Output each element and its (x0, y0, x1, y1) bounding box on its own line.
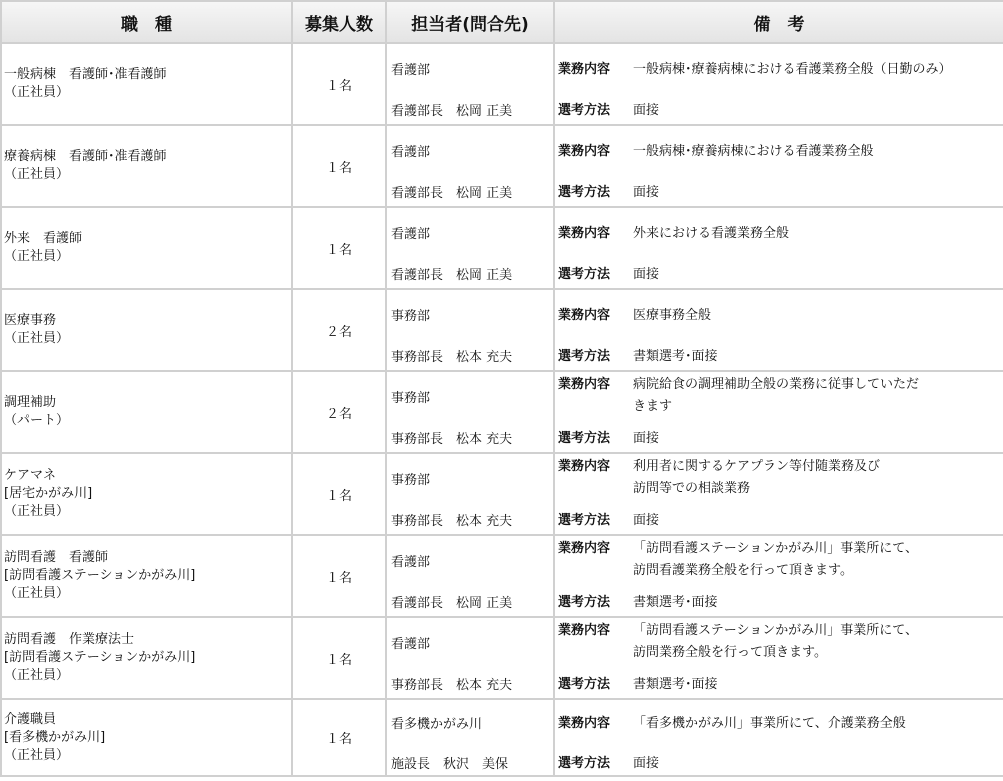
job-title-line: （正社員） (4, 586, 70, 601)
job-title-line: 訪問看護 看護師 (4, 550, 109, 565)
selection-label: 選考方法 (558, 513, 611, 528)
contact-person: 事務部長 松本 充夫 (391, 514, 513, 529)
contact-cell (386, 43, 554, 125)
selection-method (558, 100, 659, 122)
duty-description (558, 305, 999, 327)
selection-method (558, 428, 659, 450)
openings-count: １名 (292, 535, 386, 617)
duty-text-line: 訪問業務全般を行って頂きます。 (633, 645, 827, 660)
duty-text-line: 外来における看護業務全般 (633, 226, 790, 241)
openings-count: ２名 (292, 289, 386, 371)
selection-method (558, 182, 659, 204)
remarks-cell (554, 371, 1003, 453)
remarks-cell (554, 535, 1003, 617)
job-title-line: （正社員） (4, 85, 70, 100)
contact-cell (386, 453, 554, 535)
selection-method (558, 674, 718, 696)
table-row (1, 43, 1003, 125)
openings-count: ２名 (292, 371, 386, 453)
selection-method (558, 264, 659, 286)
duty-text (633, 374, 919, 418)
duty-description (558, 374, 999, 418)
duty-description (558, 713, 999, 735)
remarks-cell (554, 207, 1003, 289)
job-title-cell (1, 699, 292, 776)
contact-cell (386, 125, 554, 207)
contact-cell (386, 699, 554, 776)
job-title-cell (1, 535, 292, 617)
contact-person: 看護部長 松岡 正美 (391, 186, 513, 201)
job-title-cell (1, 125, 292, 207)
job-title-line: 訪問看護 作業療法士 (4, 632, 135, 647)
job-title-line: [看多機かがみ川] (4, 729, 106, 745)
contact-department: 事務部 (391, 473, 431, 488)
contact-department: 看護部 (391, 63, 431, 78)
job-title-line: ケアマネ (4, 468, 57, 483)
remarks-cell (554, 453, 1003, 535)
header-contact: 担当者(問合先) (386, 1, 554, 43)
selection-label: 選考方法 (558, 185, 611, 200)
table-row (1, 535, 1003, 617)
header-job: 職 種 (1, 1, 292, 43)
selection-text: 面接 (633, 431, 660, 446)
job-title-cell (1, 43, 292, 125)
contact-person: 看護部長 松岡 正美 (391, 104, 513, 119)
selection-text: 書類選考･面接 (633, 677, 718, 692)
contact-department: 看護部 (391, 637, 431, 652)
selection-label: 選考方法 (558, 595, 611, 610)
openings-count: １名 (292, 207, 386, 289)
job-title-line: （正社員） (4, 504, 70, 519)
contact-department: 看多機かがみ川 (391, 717, 483, 732)
contact-person: 施設長 秋沢 美保 (391, 757, 509, 772)
job-title-cell (1, 453, 292, 535)
job-title-line: （正社員） (4, 668, 70, 683)
openings-count: １名 (292, 699, 386, 776)
duty-label: 業務内容 (558, 226, 611, 241)
duty-label: 業務内容 (558, 144, 611, 159)
selection-text: 面接 (633, 103, 660, 118)
selection-method (558, 346, 718, 368)
duty-text (633, 223, 789, 245)
duty-text-line: 一般病棟･療養病棟における看護業務全般（日勤のみ） (633, 62, 952, 77)
job-title-cell (1, 289, 292, 371)
table-row (1, 617, 1003, 699)
duty-text (633, 141, 874, 163)
openings-count: １名 (292, 453, 386, 535)
selection-text: 面接 (633, 756, 660, 771)
duty-text (633, 305, 711, 327)
job-title-line: [訪問看護ステーションかがみ川] (4, 650, 196, 665)
duty-label: 業務内容 (558, 623, 611, 638)
selection-text: 書類選考･面接 (633, 349, 718, 364)
job-title-line: （パート） (4, 413, 70, 428)
table-row (1, 207, 1003, 289)
duty-text-line: 訪問看護業務全般を行って頂きます。 (633, 563, 853, 578)
duty-description (558, 456, 999, 500)
duty-text-line: 病院給食の調理補助全般の業務に従事していただ (633, 377, 920, 392)
contact-cell (386, 535, 554, 617)
contact-person: 事務部長 松本 充夫 (391, 432, 513, 447)
duty-text (633, 538, 918, 582)
job-title-cell (1, 617, 292, 699)
job-title-line: （正社員） (4, 747, 70, 763)
contact-cell (386, 617, 554, 699)
duty-label: 業務内容 (558, 62, 611, 77)
selection-text: 書類選考･面接 (633, 595, 718, 610)
duty-text (633, 456, 880, 500)
selection-label: 選考方法 (558, 103, 611, 118)
job-title-line: 医療事務 (4, 313, 57, 328)
duty-text-line: 「訪問看護ステーションかがみ川」事業所にて、 (633, 541, 918, 556)
job-title-line: [訪問看護ステーションかがみ川] (4, 568, 196, 583)
openings-count: １名 (292, 617, 386, 699)
duty-label: 業務内容 (558, 377, 611, 392)
table-row (1, 125, 1003, 207)
selection-label: 選考方法 (558, 267, 611, 282)
duty-text-line: 訪問等での相談業務 (633, 481, 751, 496)
duty-description (558, 59, 999, 81)
job-title-line: 介護職員 (4, 711, 57, 727)
duty-label: 業務内容 (558, 541, 611, 556)
duty-text-line: 「看多機かがみ川」事業所にて、介護業務全般 (633, 716, 906, 731)
contact-person: 事務部長 松本 充夫 (391, 678, 513, 693)
job-title-cell (1, 371, 292, 453)
selection-label: 選考方法 (558, 349, 611, 364)
contact-cell (386, 207, 554, 289)
openings-count: １名 (292, 125, 386, 207)
remarks-cell (554, 289, 1003, 371)
duty-label: 業務内容 (558, 459, 611, 474)
job-title-line: （正社員） (4, 167, 70, 182)
remarks-cell (554, 699, 1003, 776)
contact-department: 看護部 (391, 555, 431, 570)
duty-text-line: 利用者に関するケアプラン等付随業務及び (633, 459, 881, 474)
contact-department: 事務部 (391, 309, 431, 324)
contact-person: 看護部長 松岡 正美 (391, 596, 513, 611)
duty-label: 業務内容 (558, 308, 611, 323)
remarks-cell (554, 43, 1003, 125)
table-row (1, 289, 1003, 371)
selection-text: 面接 (633, 267, 660, 282)
contact-cell (386, 289, 554, 371)
job-title-line: （正社員） (4, 249, 70, 264)
selection-method (558, 592, 718, 614)
contact-department: 看護部 (391, 227, 431, 242)
contact-cell (386, 371, 554, 453)
selection-method (558, 753, 659, 775)
job-title-cell (1, 207, 292, 289)
job-title-line: 一般病棟 看護師･准看護師 (4, 67, 167, 82)
duty-text-line: きます (633, 399, 673, 414)
table-row (1, 371, 1003, 453)
selection-label: 選考方法 (558, 756, 611, 771)
selection-label: 選考方法 (558, 431, 611, 446)
duty-text-line: 医療事務全般 (633, 308, 712, 323)
table-row (1, 699, 1003, 776)
duty-text (633, 620, 918, 664)
duty-text (633, 713, 906, 735)
table-row (1, 453, 1003, 535)
contact-person: 看護部長 松岡 正美 (391, 268, 513, 283)
job-title-line: （正社員） (4, 331, 70, 346)
duty-text (633, 59, 952, 81)
duty-description (558, 620, 999, 664)
job-title-line: 療養病棟 看護師･准看護師 (4, 149, 167, 164)
header-remarks: 備 考 (554, 1, 1003, 43)
contact-department: 事務部 (391, 391, 431, 406)
remarks-cell (554, 125, 1003, 207)
selection-text: 面接 (633, 513, 660, 528)
duty-description (558, 538, 999, 582)
selection-text: 面接 (633, 185, 660, 200)
header-row (1, 1, 1003, 43)
job-title-line: 外来 看護師 (4, 231, 83, 246)
duty-text-line: 一般病棟･療養病棟における看護業務全般 (633, 144, 874, 159)
duty-description (558, 141, 999, 163)
selection-label: 選考方法 (558, 677, 611, 692)
job-title-line: 調理補助 (4, 395, 57, 410)
duty-description (558, 223, 999, 245)
openings-count: １名 (292, 43, 386, 125)
header-count: 募集人数 (292, 1, 386, 43)
contact-person: 事務部長 松本 充夫 (391, 350, 513, 365)
duty-label: 業務内容 (558, 716, 611, 731)
remarks-cell (554, 617, 1003, 699)
contact-department: 看護部 (391, 145, 431, 160)
duty-text-line: 「訪問看護ステーションかがみ川」事業所にて、 (633, 623, 918, 638)
job-title-line: [居宅かがみ川] (4, 486, 93, 501)
selection-method (558, 510, 659, 532)
